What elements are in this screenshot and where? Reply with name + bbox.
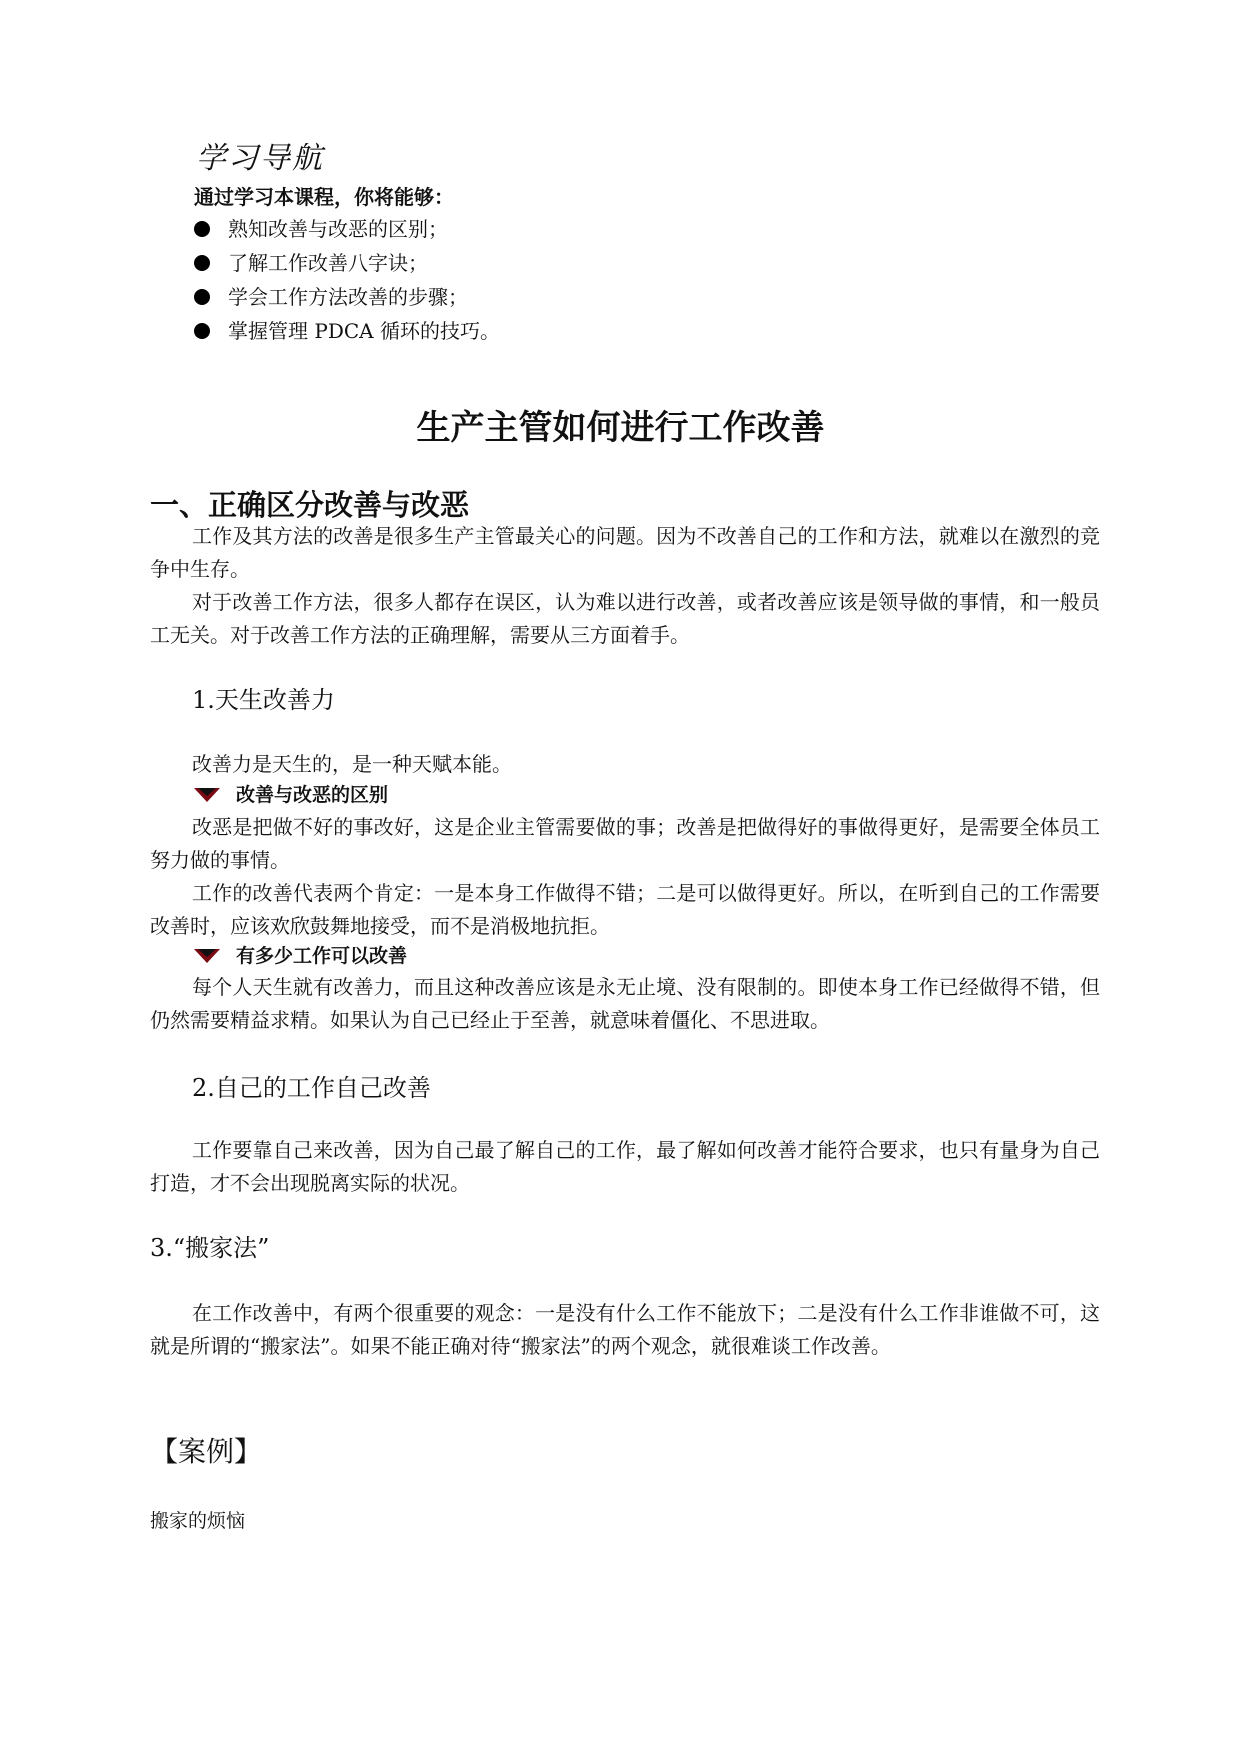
section-heading: 一、正确区分改善与改恶 — [150, 488, 470, 522]
study-goals-list — [194, 212, 500, 348]
bullet-icon — [194, 255, 210, 271]
arrow-point: 改善与改恶的区别 — [194, 780, 388, 807]
list-item: 学会工作方法改善的步骤； — [194, 280, 500, 314]
paragraph: 每个人天生就有改善力，而且这种改善应该是永无止境、没有限制的。即使本身工作已经做得不错，但仍然需要精益求精。如果认为自己已经止于至善，就意味着僵化、不思进取。 — [150, 975, 1100, 1032]
document-title: 生产主管如何进行工作改善 — [416, 408, 825, 448]
paragraph: 工作要靠自己来改善，因为自己最了解自己的工作，最了解如何改善才能符合要求，也只有量身为自己打造，才不会出现脱离实际的状况。 — [150, 1138, 1100, 1195]
bullet-icon — [194, 221, 210, 237]
list-item: 熟知改善与改恶的区别； — [194, 212, 500, 246]
study-nav-title: 学习导航 — [196, 141, 324, 176]
subsection-heading: 2.自己的工作自己改善 — [192, 1074, 431, 1102]
list-item: 掌握管理 PDCA 循环的技巧。 — [194, 314, 500, 348]
arrow-down-icon — [194, 784, 220, 804]
paragraph: 工作的改善代表两个肯定：一是本身工作做得不错；二是可以做得更好。所以，在听到自己的工作需要改善时，应该欢欣鼓舞地接受，而不是消极地抗拒。 — [150, 881, 1100, 938]
paragraph: 对于改善工作方法，很多人都存在误区，认为难以进行改善，或者改善应该是领导做的事情，和一般员工无关。对于改善工作方法的正确理解，需要从三方面着手。 — [150, 590, 1100, 647]
subsection-heading: 1.天生改善力 — [192, 686, 335, 714]
case-heading: 【案例】 — [150, 1435, 263, 1468]
list-item: 了解工作改善八字诀； — [194, 246, 500, 280]
paragraph: 改恶是把做不好的事改好，这是企业主管需要做的事；改善是把做得好的事做得更好，是需要全体员工努力做的事情。 — [150, 815, 1100, 872]
bullet-icon — [194, 323, 210, 339]
paragraph: 改善力是天生的，是一种天赋本能。 — [192, 752, 512, 776]
arrow-point: 有多少工作可以改善 — [194, 941, 407, 968]
paragraph: 在工作改善中，有两个很重要的观念：一是没有什么工作不能放下；二是没有什么工作非谁做不可，这就是所谓的“搬家法”。如果不能正确对待“搬家法”的两个观念，就很难谈工作改善。 — [150, 1301, 1100, 1358]
case-subtitle: 搬家的烦恼 — [150, 1510, 246, 1532]
study-nav-subtitle: 通过学习本课程，你将能够： — [194, 185, 454, 209]
paragraph: 工作及其方法的改善是很多生产主管最关心的问题。因为不改善自己的工作和方法，就难以在激烈的竞争中生存。 — [150, 524, 1100, 581]
subsection-heading: 3.“搬家法” — [150, 1234, 270, 1262]
arrow-down-icon — [194, 945, 220, 965]
bullet-icon — [194, 289, 210, 305]
